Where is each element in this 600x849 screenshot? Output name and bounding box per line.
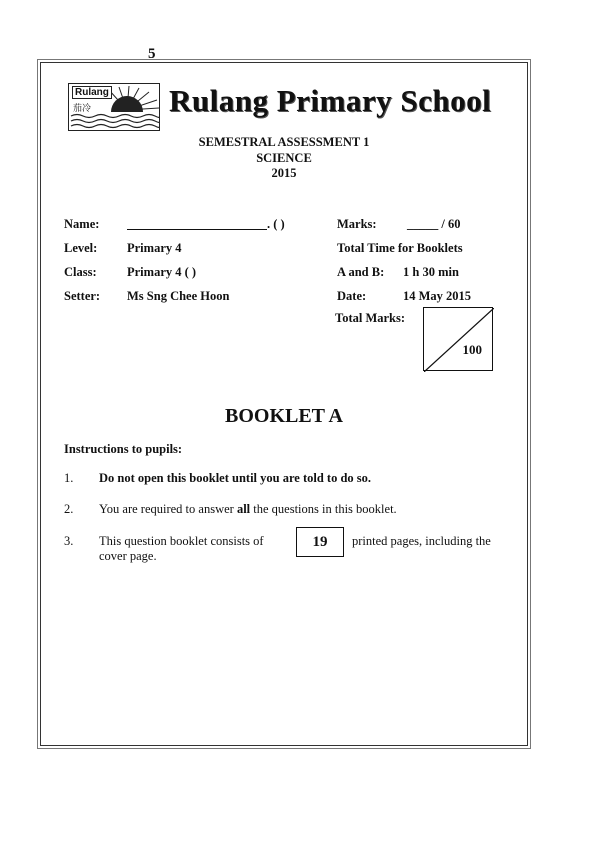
- cover-page-frame: [40, 62, 528, 746]
- instruction-3-number: 3.: [64, 534, 74, 548]
- total-marks-label: Total Marks:: [335, 311, 406, 325]
- total-marks-value: 100: [462, 342, 482, 357]
- total-marks-box[interactable]: [423, 307, 493, 371]
- instruction-3-text-end: printed pages, including the: [352, 534, 491, 548]
- scan-page-mark: 5: [148, 46, 156, 62]
- marks-label: Marks:: [337, 217, 377, 231]
- instruction-3-text-line2: cover page.: [99, 549, 157, 563]
- date-value: 14 May 2015: [403, 289, 472, 303]
- instruction-2-text-start: You are required to answer: [99, 502, 237, 516]
- total-time-value: 1 h 30 min: [403, 265, 459, 279]
- instruction-2-emphasis: all: [236, 502, 251, 516]
- register-number-field[interactable]: . ( ): [267, 217, 285, 231]
- setter-label: Setter:: [64, 289, 101, 303]
- setter-value: Ms Sng Chee Hoon: [127, 289, 230, 303]
- school-name: Rulang Primary School: [169, 83, 492, 118]
- instructions-heading: Instructions to pupils:: [64, 442, 183, 456]
- total-time-label: Total Time for Booklets: [337, 241, 463, 255]
- instruction-1-number: 1.: [64, 471, 74, 485]
- level-value: Primary 4: [127, 241, 182, 255]
- year-title: 2015: [271, 166, 297, 180]
- logo-text: Rulang: [72, 86, 112, 99]
- instruction-2-number: 2.: [64, 502, 74, 516]
- marks-value[interactable]: _____ / 60: [407, 217, 461, 231]
- instruction-3-text-start: This question booklet consists of: [99, 534, 264, 548]
- subject-title: SCIENCE: [256, 151, 312, 165]
- level-label: Level:: [64, 241, 98, 255]
- diagonal-divider: [424, 308, 494, 372]
- page-count-box: 19: [296, 527, 344, 557]
- instruction-1-text: Do not open this booklet until you are told to do so.: [99, 471, 372, 485]
- instruction-2-text-end: the questions in this booklet.: [250, 502, 397, 516]
- class-value[interactable]: Primary 4 ( ): [127, 265, 197, 279]
- booklets-label: A and B:: [337, 265, 385, 279]
- name-label: Name:: [64, 217, 100, 231]
- class-label: Class:: [64, 265, 97, 279]
- instruction-2-text: [99, 502, 397, 517]
- logo-chinese-text: 茄冷: [73, 104, 92, 114]
- booklet-title: BOOKLET A: [224, 405, 343, 427]
- school-logo: [68, 83, 160, 131]
- date-label: Date:: [337, 289, 367, 303]
- name-field[interactable]: [127, 229, 267, 230]
- assessment-title: SEMESTRAL ASSESSMENT 1: [198, 135, 370, 149]
